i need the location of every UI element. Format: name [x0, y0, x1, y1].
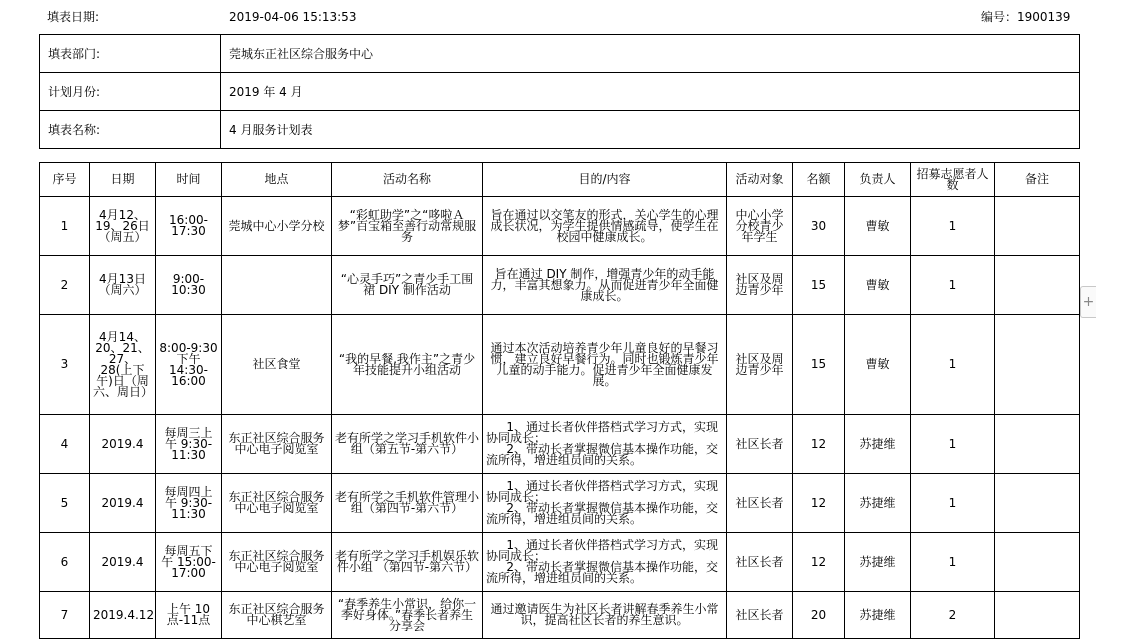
fill-date-value: 2019-04-06 15:13:53	[229, 10, 357, 24]
cell-content	[483, 415, 727, 474]
dept-value: 莞城东正社区综合服务中心	[221, 35, 1080, 73]
col-header-owner: 负责人	[845, 163, 911, 197]
content-line: 1、通过长者伙伴搭档式学习方式，实现协同成长；	[486, 420, 719, 445]
cell-note	[995, 592, 1080, 639]
cell-no: 5	[40, 474, 90, 533]
cell-note	[995, 197, 1080, 256]
dept-label: 填表部门:	[40, 35, 221, 73]
col-header-target: 活动对象	[727, 163, 793, 197]
cell-time: 9:00-10:30	[156, 256, 222, 315]
content-line: 2、带动长者掌握微信基本操作功能，交流所得，增进组员间的关系。	[486, 560, 719, 585]
cell-quota: 15	[793, 256, 845, 315]
cell-time: 每周三上午 9:30-11:30	[156, 415, 222, 474]
cell-quota: 12	[793, 415, 845, 474]
cell-date: 2019.4	[90, 415, 156, 474]
cell-activity: “彩虹助学”之“哆啦Ａ梦”百宝箱至善行动常规服务	[332, 197, 483, 256]
content-line: 2、带动长者掌握微信基本操作功能，交流所得，增进组员间的关系。	[486, 442, 719, 467]
cell-no: 6	[40, 533, 90, 592]
cell-activity: “春季养生小常识，给你一季好身体。”春季长者养生分享会	[332, 592, 483, 639]
table-row	[40, 256, 1080, 315]
table-row	[40, 592, 1080, 639]
cell-volunteers: 1	[911, 315, 995, 415]
cell-no: 7	[40, 592, 90, 639]
cell-quota: 30	[793, 197, 845, 256]
cell-place: 东正社区综合服务中心棋艺室	[222, 592, 332, 639]
col-header-no: 序号	[40, 163, 90, 197]
info-row-name	[40, 111, 1080, 149]
cell-volunteers: 2	[911, 592, 995, 639]
cell-target: 社区及周边青少年	[727, 256, 793, 315]
cell-content: 旨在通过 DIY 制作，增强青少年的动手能力，丰富其想象力。从而促进青少年全面健康成长。	[483, 256, 727, 315]
cell-quota: 12	[793, 474, 845, 533]
cell-time: 每周四上午 9:30-11:30	[156, 474, 222, 533]
col-header-quota: 名额	[793, 163, 845, 197]
cell-content	[483, 533, 727, 592]
table-row	[40, 474, 1080, 533]
cell-date: 4月14、20、21、27、28(上下午)日（周六、周日）	[90, 315, 156, 415]
cell-volunteers: 1	[911, 256, 995, 315]
form-name-label: 填表名称:	[40, 111, 221, 149]
cell-no: 4	[40, 415, 90, 474]
cell-target: 社区及周边青少年	[727, 315, 793, 415]
cell-volunteers: 1	[911, 415, 995, 474]
table-body	[40, 197, 1080, 639]
side-expand-button[interactable]	[1080, 286, 1096, 318]
col-header-place: 地点	[222, 163, 332, 197]
cell-note	[995, 474, 1080, 533]
cell-owner: 苏捷维	[845, 533, 911, 592]
cell-target: 社区长者	[727, 592, 793, 639]
cell-no: 1	[40, 197, 90, 256]
month-value: 2019 年 4 月	[221, 73, 1080, 111]
content-line: 2、带动长者掌握微信基本操作功能，交流所得，增进组员间的关系。	[486, 501, 719, 526]
cell-quota: 15	[793, 315, 845, 415]
cell-quota: 12	[793, 533, 845, 592]
info-row-month	[40, 73, 1080, 111]
table-row	[40, 415, 1080, 474]
cell-owner: 苏捷维	[845, 415, 911, 474]
form-name-value: 4 月服务计划表	[221, 111, 1080, 149]
cell-owner: 曹敏	[845, 315, 911, 415]
col-header-date: 日期	[90, 163, 156, 197]
cell-date: 4月13日（周六）	[90, 256, 156, 315]
service-plan-table	[39, 162, 1080, 639]
cell-content: 通过邀请医生为社区长者讲解春季养生小常识，提高社区长者的养生意识。	[483, 592, 727, 639]
cell-note	[995, 256, 1080, 315]
cell-target: 社区长者	[727, 533, 793, 592]
cell-time: 上午 10点-11点	[156, 592, 222, 639]
cell-target: 社区长者	[727, 415, 793, 474]
cell-place: 东正社区综合服务中心电子阅览室	[222, 474, 332, 533]
cell-place: 莞城中心小学分校	[222, 197, 332, 256]
cell-time: 8:00-9:30 下午 14:30-16:00	[156, 315, 222, 415]
cell-place: 社区食堂	[222, 315, 332, 415]
cell-owner: 曹敏	[845, 256, 911, 315]
form-info-table	[39, 34, 1080, 149]
cell-activity: “我的早餐,我作主”之青少年技能提升小组活动	[332, 315, 483, 415]
cell-owner: 苏捷维	[845, 592, 911, 639]
col-header-content: 目的/内容	[483, 163, 727, 197]
cell-volunteers: 1	[911, 197, 995, 256]
cell-place: 东正社区综合服务中心电子阅览室	[222, 533, 332, 592]
cell-target: 中心小学分校青少年学生	[727, 197, 793, 256]
cell-date: 4月12、19、26日（周五）	[90, 197, 156, 256]
cell-place: 东正社区综合服务中心电子阅览室	[222, 415, 332, 474]
content-line: 1、通过长者伙伴搭档式学习方式，实现协同成长；	[486, 479, 719, 504]
cell-target: 社区长者	[727, 474, 793, 533]
cell-activity: 老有所学之学习手机娱乐软件小组 （第四节-第六节）	[332, 533, 483, 592]
cell-content	[483, 474, 727, 533]
table-row	[40, 533, 1080, 592]
cell-volunteers: 1	[911, 474, 995, 533]
col-header-activity: 活动名称	[332, 163, 483, 197]
cell-time: 每周五下午 15:00-17:00	[156, 533, 222, 592]
cell-note	[995, 533, 1080, 592]
cell-time: 16:00-17:30	[156, 197, 222, 256]
col-header-volunteers: 招募志愿者人数	[911, 163, 995, 197]
table-row	[40, 197, 1080, 256]
cell-owner: 苏捷维	[845, 474, 911, 533]
cell-activity: 老有所学之手机软件管理小组（第四节-第六节）	[332, 474, 483, 533]
cell-date: 2019.4.12	[90, 592, 156, 639]
cell-date: 2019.4	[90, 474, 156, 533]
plus-icon: +	[1082, 294, 1095, 310]
cell-no: 2	[40, 256, 90, 315]
form-number: 编号：1900139	[981, 10, 1071, 24]
fill-date-label: 填表日期:	[47, 10, 100, 24]
col-header-time: 时间	[156, 163, 222, 197]
cell-volunteers: 1	[911, 533, 995, 592]
cell-activity: 老有所学之学习手机软件小组（第五节-第六节）	[332, 415, 483, 474]
cell-owner: 曹敏	[845, 197, 911, 256]
cell-quota: 20	[793, 592, 845, 639]
cell-no: 3	[40, 315, 90, 415]
cell-place	[222, 256, 332, 315]
col-header-note: 备注	[995, 163, 1080, 197]
month-label: 计划月份:	[40, 73, 221, 111]
table-row	[40, 315, 1080, 415]
cell-content: 旨在通过以交笔友的形式，关心学生的心理成长状况，为学生提供情感疏导，使学生在校园中健康成长。	[483, 197, 727, 256]
cell-note	[995, 315, 1080, 415]
cell-note	[995, 415, 1080, 474]
table-header-row	[40, 163, 1080, 197]
info-row-dept	[40, 35, 1080, 73]
content-line: 1、通过长者伙伴搭档式学习方式，实现协同成长；	[486, 538, 719, 563]
cell-activity: “心灵手巧”之青少手工围裙 DIY 制作活动	[332, 256, 483, 315]
cell-content: 通过本次活动培养青少年儿童良好的早餐习惯，建立良好早餐行为。同时也锻炼青少年儿童的动手能力。促进青少年全面健康发展。	[483, 315, 727, 415]
cell-date: 2019.4	[90, 533, 156, 592]
